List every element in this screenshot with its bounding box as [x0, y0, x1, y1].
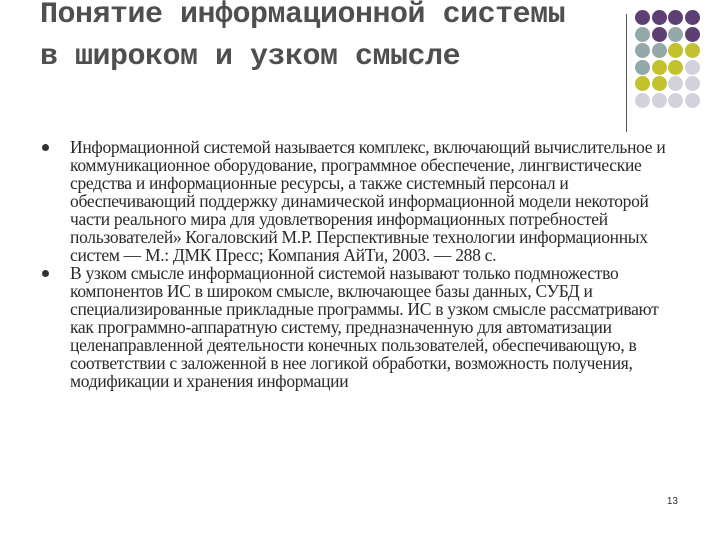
decorative-dot [668, 27, 683, 42]
decorative-dot [668, 43, 683, 58]
bullet-icon [42, 144, 49, 151]
bullet-list [40, 138, 680, 390]
decorative-vertical-line [626, 14, 627, 132]
decorative-dot [668, 10, 683, 25]
decorative-dot [635, 93, 650, 108]
bullet-icon [42, 270, 49, 277]
decorative-dot [685, 27, 700, 42]
decorative-dot [685, 10, 700, 25]
decorative-dot [652, 27, 667, 42]
page-number: 13 [666, 496, 678, 507]
decorative-dot [685, 93, 700, 108]
decorative-dot [685, 43, 700, 58]
decorative-dot [635, 10, 650, 25]
decorative-dot [652, 43, 667, 58]
decorative-dot [685, 76, 700, 91]
decorative-dot [668, 60, 683, 75]
decorative-dot [668, 76, 683, 91]
decorative-dot [635, 27, 650, 42]
decorative-dot [635, 43, 650, 58]
decorative-dot [635, 60, 650, 75]
decorative-dot [652, 60, 667, 75]
bullet-item [40, 138, 680, 264]
decorative-dot [635, 76, 650, 91]
decorative-dot [652, 10, 667, 25]
bullet-text: В узком смысле информационной системой называют только подмножество компонентов ИС в широком смысле, включающее базы данных, СУБД и специализированные прикладные программы. ИС в узком смысле рассматривают как программно-аппаратную систему, предназначенную для автоматизации целенаправленной деятельности конечных пользователей, обеспечивающую, в соответствии с заложенной в нее логикой обработки, возможность получения, модификации и хранения информации [70, 263, 659, 391]
bullet-item [40, 264, 680, 390]
decorative-dot-grid [635, 10, 715, 110]
decorative-dot [652, 93, 667, 108]
bullet-text: Информационной системой называется комплекс, включающий вычислительное и коммуникационное оборудование, программное обеспечение, лингвистические средства и информационные ресурсы, а также системный персонал и обеспечивающий поддержку динамической информационной модели некоторой части реального мира для удовлетворения информационных потребностей пользователей» Когаловский М.Р. Перспективные технологии информационных систем — М.: ДМК Пресс; Компания АйТи, 2003. — 288 с. [70, 137, 666, 265]
slide-title: Понятие информационной системы в широком и узком смысле [40, 0, 566, 74]
decorative-dot [685, 60, 700, 75]
decorative-dot [652, 76, 667, 91]
decorative-dot [668, 93, 683, 108]
